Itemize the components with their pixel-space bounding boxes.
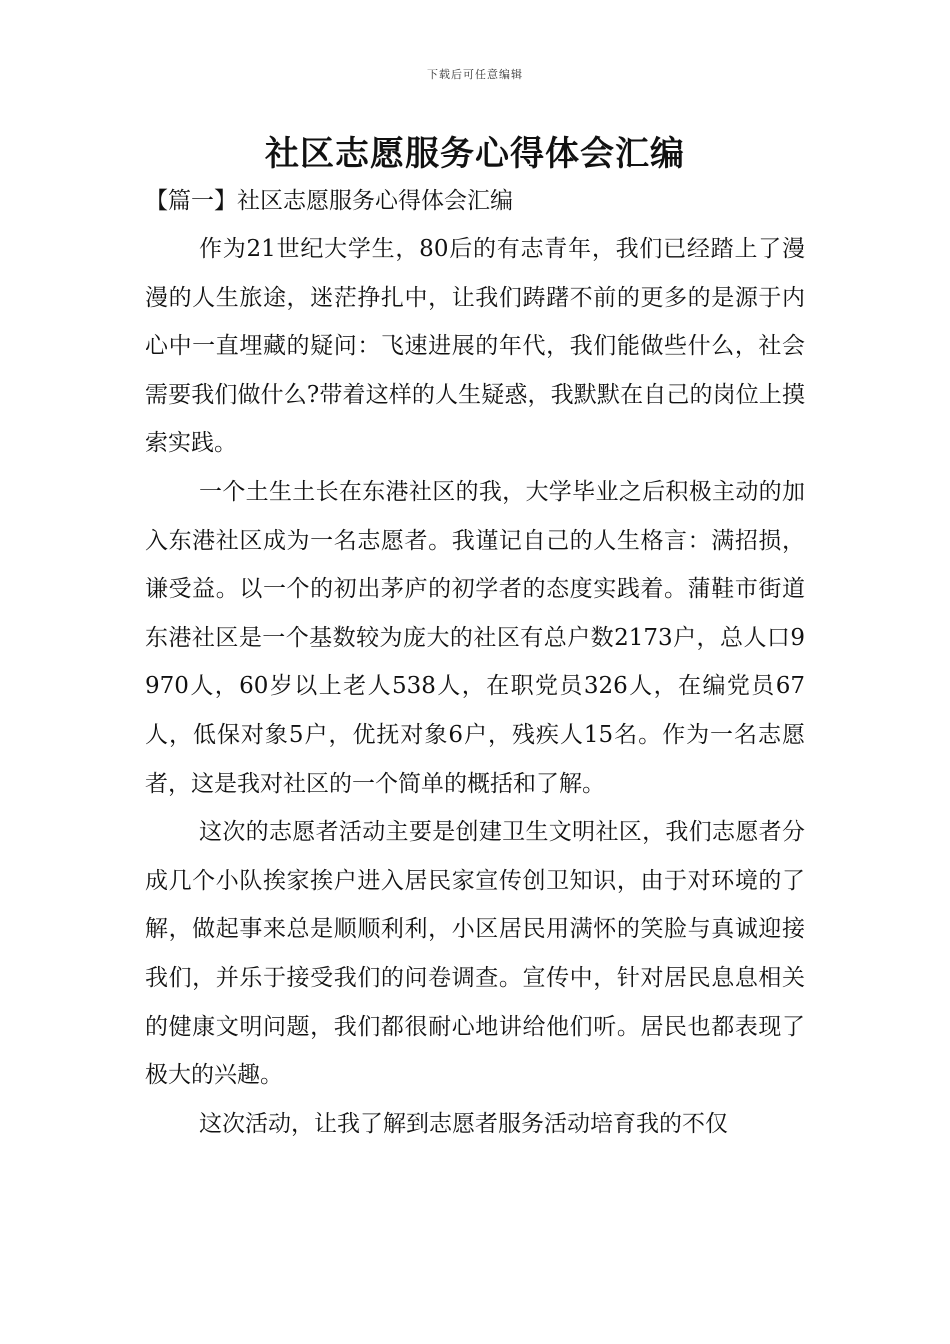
paragraph: 作为21世纪大学生，80后的有志青年，我们已经踏上了漫漫的人生旅途，迷茫挣扎中，让我们踌躇不前的更多的是源于内心中一直埋藏的疑问：飞速进展的年代，我们能做些什么，社会需要我们做什么?带着这样的人生疑惑，我默默在自己的岗位上摸索实践。 <box>145 236 805 457</box>
paragraph: 这次活动，让我了解到志愿者服务活动培育我的不仅 <box>199 1110 728 1137</box>
header-note: 下载后可任意编辑 <box>427 68 523 81</box>
document-title: 社区志愿服务心得体会汇编 <box>265 134 685 174</box>
paragraph: 一个土生土长在东港社区的我，大学毕业之后积极主动的加入东港社区成为一名志愿者。我谨记自己的人生格言：满招损，谦受益。以一个的初出茅庐的初学者的态度实践着。蒲鞋市街道东港社区是一个基数较为庞大的社区有总户数2173户，总人口9970人，60岁以上老人538人，在职党员326人，在编党员67人，低保对象5户，优抚对象6户，残疾人15名。作为一名志愿者，这是我对社区的一个简单的概括和了解。 <box>145 478 805 797</box>
paragraph: 这次的志愿者活动主要是创建卫生文明社区，我们志愿者分成几个小队挨家挨户进入居民家宣传创卫知识，由于对环境的了解，做起事来总是顺顺利利，小区居民用满怀的笑脸与真诚迎接我们，并乐于接受我们的问卷调查。宣传中，针对居民息息相关的健康文明问题，我们都很耐心地讲给他们听。居民也都表现了极大的兴趣。 <box>145 819 805 1089</box>
section-heading: 【篇一】社区志愿服务心得体会汇编 <box>145 188 513 214</box>
body-text <box>145 225 805 1148</box>
